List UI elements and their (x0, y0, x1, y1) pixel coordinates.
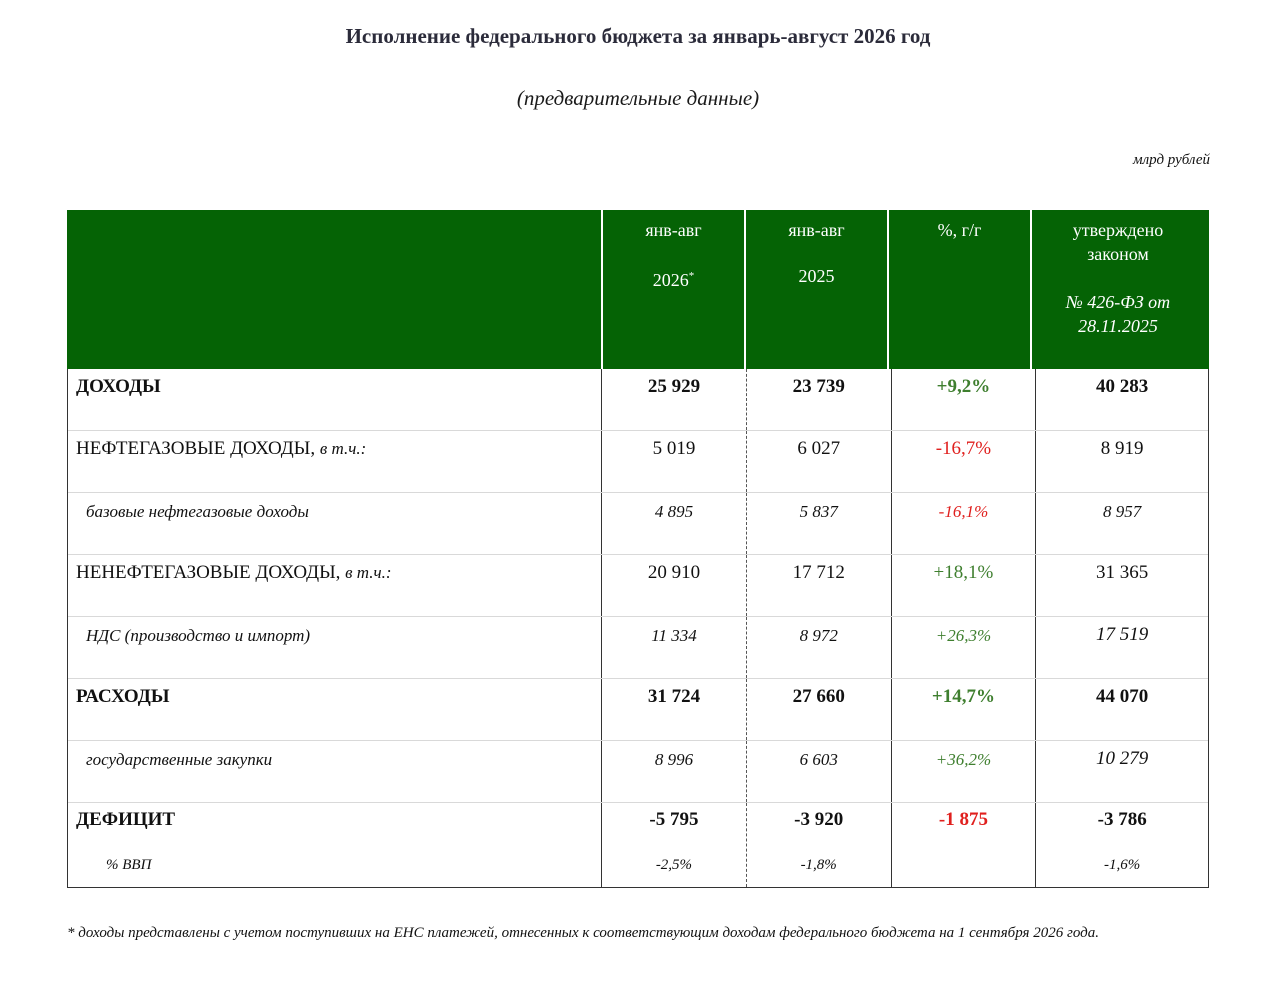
value-pct: -16,1% (892, 493, 1037, 554)
row-label (68, 803, 602, 887)
value-2026: 31 724 (602, 679, 747, 740)
value-2026: 20 910 (602, 555, 747, 616)
gdp-value: -1,8% (800, 857, 837, 873)
table-row (68, 492, 1208, 554)
value-law: 17 519 (1096, 624, 1149, 645)
page-subtitle: (предварительные данные) (516, 86, 760, 110)
page-title: Исполнение федерального бюджета за январь-август 2026 год (345, 24, 931, 48)
row-label-suffix: в т.ч.: (319, 439, 367, 458)
row-label-suffix: в т.ч.: (345, 563, 392, 582)
table-header (67, 210, 1209, 369)
header-year: 2026 (652, 270, 689, 290)
gdp-value: -1,6% (1104, 857, 1141, 873)
value-pct: -16,7% (892, 431, 1037, 492)
value-pct: +26,3% (892, 617, 1037, 678)
header-label: янв-авг (645, 220, 702, 240)
value-2025: 8 972 (747, 617, 892, 678)
table-row (68, 616, 1208, 678)
value-2026: 25 929 (602, 369, 747, 430)
footnote-mark: * (688, 270, 695, 282)
units-label: млрд рублей (1133, 152, 1210, 168)
header-col-2026 (603, 210, 746, 369)
row-label: НДС (производство и импорт) (68, 617, 602, 678)
table-row (68, 678, 1208, 740)
value-2026: 5 019 (602, 431, 747, 492)
deficit-value: -3 786 (1097, 809, 1147, 830)
table-row (68, 740, 1208, 802)
deficit-value: -5 795 (649, 809, 699, 830)
gdp-label: % ВВП (106, 857, 152, 873)
header-col-pct: %, г/г (889, 210, 1032, 369)
header-col-2025 (746, 210, 889, 369)
gdp-value: -2,5% (655, 857, 693, 873)
value-2026: 11 334 (602, 617, 747, 678)
footnote: * доходы представлены с учетом поступивших на ЕНС платежей, отнесенных к соответствующим доходам федерального бюджета на 1 сентября 2026 года. (67, 925, 1099, 941)
row-label: РАСХОДЫ (68, 679, 602, 740)
value-2025 (747, 803, 892, 887)
header-year: 2025 (798, 266, 835, 286)
value-pct: +14,7% (892, 679, 1037, 740)
value-law: 40 283 (1096, 376, 1149, 397)
value-law: 8 957 (1103, 502, 1142, 521)
row-label-text: НЕНЕФТЕГАЗОВЫЕ ДОХОДЫ, (76, 562, 341, 583)
value-law: 10 279 (1096, 748, 1149, 769)
row-label (68, 555, 602, 616)
table-row (68, 369, 1208, 430)
row-label: базовые нефтегазовые доходы (68, 493, 602, 554)
value-2025: 17 712 (747, 555, 892, 616)
value-2026: 4 895 (602, 493, 747, 554)
value-law (1036, 803, 1208, 887)
row-label (68, 431, 602, 492)
header-col-law (1032, 210, 1204, 369)
header-law-number: № 426-ФЗ от (1065, 292, 1171, 312)
value-2025: 6 603 (747, 741, 892, 802)
value-2025: 5 837 (747, 493, 892, 554)
row-label-text: НЕФТЕГАЗОВЫЕ ДОХОДЫ, (76, 438, 316, 459)
value-law: 8 919 (1100, 438, 1144, 459)
value-2026 (602, 803, 747, 887)
row-label: ДОХОДЫ (68, 369, 602, 430)
row-label-text: ДЕФИЦИТ (76, 809, 176, 830)
deficit-value: -3 920 (794, 809, 844, 830)
header-empty-cell (67, 210, 603, 369)
value-pct: +18,1% (892, 555, 1037, 616)
header-label: законом (1087, 244, 1149, 264)
table-row (68, 554, 1208, 616)
header-label: утверждено (1072, 220, 1164, 240)
budget-table (67, 210, 1209, 888)
table-body (67, 369, 1209, 888)
value-law: 44 070 (1096, 686, 1149, 707)
header-law-date: 28.11.2025 (1078, 316, 1158, 336)
value-pct: +9,2% (892, 369, 1037, 430)
value-2026: 8 996 (602, 741, 747, 802)
table-row (68, 430, 1208, 492)
value-pct: -1 875 (892, 803, 1037, 887)
value-2025: 23 739 (747, 369, 892, 430)
value-law: 31 365 (1096, 562, 1149, 583)
value-2025: 6 027 (747, 431, 892, 492)
row-label: государственные закупки (68, 741, 602, 802)
value-2025: 27 660 (747, 679, 892, 740)
header-label: янв-авг (788, 220, 845, 240)
table-row (68, 802, 1208, 887)
value-pct: +36,2% (892, 741, 1037, 802)
